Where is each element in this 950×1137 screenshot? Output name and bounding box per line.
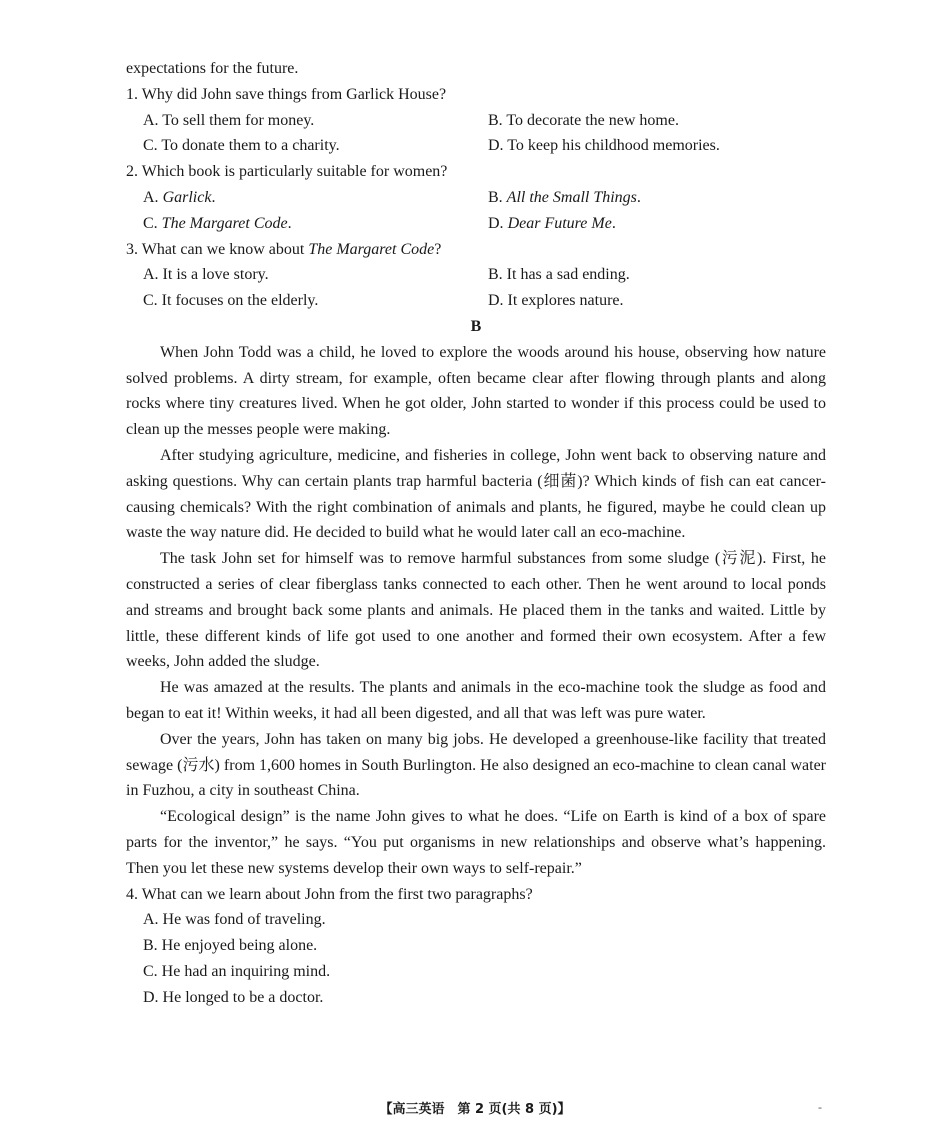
passage-paragraph: “Ecological design” is the name John gives to what he does. “Life on Earth is kind of a box of spare parts for the inventor,” he says. “You put organisms in new relationships and observe what’s happening. Then you let these new systems develop their own ways to self-repair.” [126, 808, 826, 877]
question-4-stem: 4. What can we learn about John from the first two paragraphs? [126, 885, 533, 903]
question-1-option-d: D. To keep his childhood memories. [488, 137, 720, 155]
question-1-options-row-1 [126, 108, 826, 134]
question-3-option-b: B. It has a sad ending. [488, 266, 630, 284]
question-2-option-b: B. All the Small Things. [488, 188, 641, 206]
question-1-stem: 1. Why did John save things from Garlick House? [126, 85, 447, 103]
passage-paragraph: Over the years, John has taken on many big jobs. He developed a greenhouse-like facility that treated sewage (污水) from 1,600 homes in South Burlington. He also designed an eco-machine to clean canal water in Fuzhou, a city in southeast China. [126, 730, 826, 800]
passage-paragraph: The task John set for himself was to remove harmful substances from some sludge (污泥). First, he constructed a series of clear fiberglass tanks connected to each other. Then he went around to local ponds and streams and brought back some plants and animals. He placed them in the tanks and waited. Little by little, these different kinds of life got used to one another and formed their own ecosystem. After a few weeks, John added the sludge. [126, 550, 826, 671]
question-4-option-a: A. He was fond of traveling. [143, 911, 326, 929]
page-footer: 【高三英语 第 2 页(共 8 页)】 [379, 1102, 571, 1117]
question-2-option-c: C. The Margaret Code. [143, 214, 292, 232]
question-4-option-d: D. He longed to be a doctor. [143, 988, 324, 1006]
question-1-option-a: A. To sell them for money. [143, 111, 315, 129]
question-3-options-row-2 [126, 288, 826, 314]
passage-paragraph: He was amazed at the results. The plants and animals in the eco-machine took the sludge as food and began to eat it! Within weeks, it had all been digested, and all that was left was pure water. [126, 679, 826, 722]
question-2-options-row-1 [126, 185, 826, 211]
question-1-options-row-2 [126, 133, 826, 159]
question-1-option-b: B. To decorate the new home. [488, 111, 679, 129]
question-4-option-c: C. He had an inquiring mind. [143, 962, 331, 980]
passage-paragraph: After studying agriculture, medicine, and fisheries in college, John went back to observing nature and asking questions. Why can certain plants trap harmful bacteria (细菌)? Which kinds of fish can eat cancer-causing chemicals? With the right combination of animals and plants, he figured, maybe he could clean up waste the way nature did. He decided to build what he would later call an eco-machine. [126, 446, 826, 542]
question-3-option-a: A. It is a love story. [143, 266, 269, 284]
question-1-option-c: C. To donate them to a charity. [143, 137, 340, 155]
question-2-options-row-2 [126, 211, 826, 237]
exam-page [126, 56, 826, 1010]
footer-mark: - [818, 1100, 822, 1114]
question-4-option-b: B. He enjoyed being alone. [143, 937, 318, 955]
question-3-option-d: D. It explores nature. [488, 292, 624, 310]
question-2-stem: 2. Which book is particularly suitable for women? [126, 163, 448, 181]
section-b-heading: B [470, 317, 482, 335]
intro-continuation: expectations for the future. [126, 60, 299, 77]
question-2-option-d: D. Dear Future Me. [488, 214, 616, 232]
question-3-stem: 3. What can we know about The Margaret Code? [126, 240, 442, 258]
passage-paragraph: When John Todd was a child, he loved to explore the woods around his house, observing how nature solved problems. A dirty stream, for example, often became clear after flowing through plants and along rocks where tiny creatures lived. When he got older, John started to wonder if this process could be used to clean up the messes people were making. [126, 343, 826, 439]
question-2-option-a: A. Garlick. [143, 188, 216, 206]
question-3-options-row-1 [126, 262, 826, 288]
question-3-option-c: C. It focuses on the elderly. [143, 292, 319, 310]
